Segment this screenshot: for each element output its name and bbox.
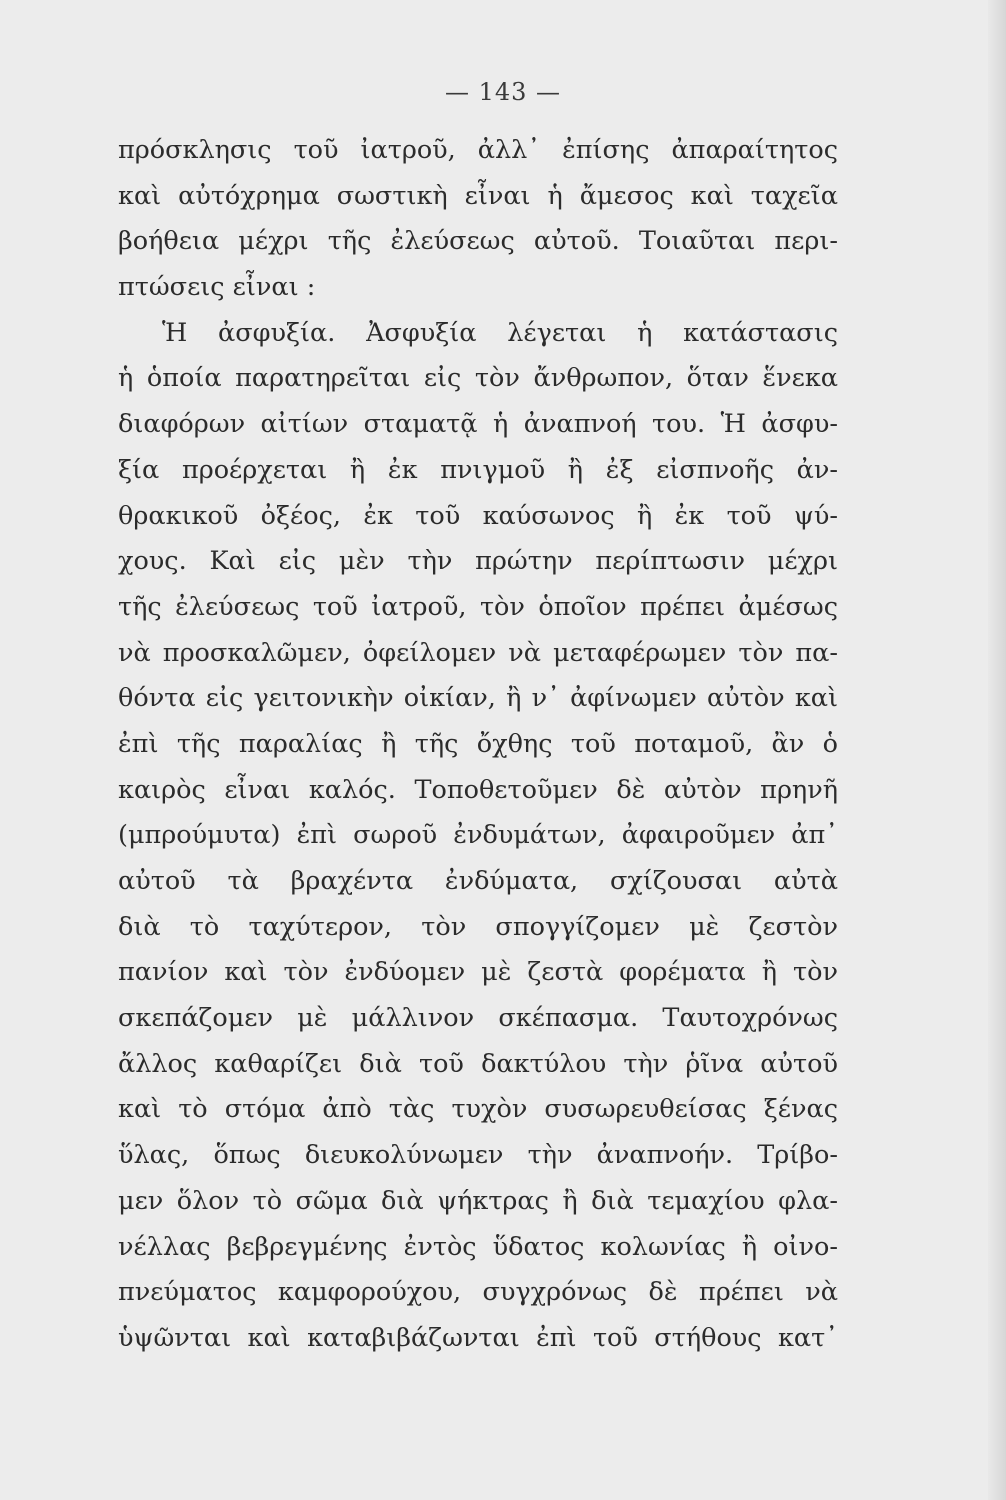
text-line: ἐπὶ τῆς παραλίας ἢ τῆς ὄχθης τοῦ ποταμοῦ, ἂν ὁ (118, 728, 838, 759)
page-number: — 143 — (444, 78, 562, 106)
page-edge-shadow (988, 0, 1006, 1500)
text-line: διὰ τὸ ταχύτερον, τὸν σπογγίζομεν μὲ ζεστὸν (118, 911, 838, 942)
text-line: πρόσκλησις τοῦ ἰατροῦ, ἀλλ᾽ ἐπίσης ἀπαραίτητος (118, 135, 838, 165)
text-line: ἄλλος καθαρίζει διὰ τοῦ δακτύλου τὴν ῥῖνα αὐτοῦ (118, 1048, 838, 1079)
text-line: (μπρούμυτα) ἐπὶ σωροῦ ἐνδυμάτων, ἀφαιροῦμεν ἀπ᾽ (118, 820, 838, 851)
text-line: ἡ ὁποία παρατηρεῖται εἰς τὸν ἄνθρωπον, ὅταν ἕνεκα (118, 363, 838, 394)
text-line: σκεπάζομεν μὲ μάλλινον σκέπασμα. Ταυτοχρόνως (118, 1003, 838, 1034)
text-line: ὕλας, ὅπως διευκολύνωμεν τὴν ἀναπνοήν. Τρίβο- (118, 1140, 838, 1171)
text-line: μεν ὅλον τὸ σῶμα διὰ ψήκτρας ἢ διὰ τεμαχίου φλα- (118, 1185, 838, 1216)
text-line: καὶ τὸ στόμα ἀπὸ τὰς τυχὸν συσωρευθείσας ξένας (118, 1094, 838, 1125)
text-line: Ἡ ἀσφυξία. Ἀσφυξία λέγεται ἡ κατάστασις (162, 317, 838, 348)
text-line: χους. Καὶ εἰς μὲν τὴν πρώτην περίπτωσιν μέχρι (118, 546, 838, 577)
text-line: διαφόρων αἰτίων σταματᾷ ἡ ἀναπνοή του. Ἡ ἀσφυ- (118, 409, 838, 440)
text-line: αὐτοῦ τὰ βραχέντα ἐνδύματα, σχίζουσαι αὐτὰ (118, 866, 838, 896)
text-line: ὑψῶνται καὶ καταβιβάζωνται ἐπὶ τοῦ στήθους κατ᾽ (118, 1322, 838, 1353)
text-line: θρακικοῦ ὀξέος, ἐκ τοῦ καύσωνος ἢ ἐκ τοῦ ψύ- (118, 500, 838, 531)
text-line: πτώσεις εἶναι : (118, 272, 316, 303)
text-line: πανίον καὶ τὸν ἐνδύομεν μὲ ζεστὰ φορέματα ἢ τὸν (118, 957, 838, 988)
text-line: καὶ αὐτόχρημα σωστικὴ εἶναι ἡ ἄμεσος καὶ ταχεῖα (118, 180, 838, 211)
text-line: καιρὸς εἶναι καλός. Τοποθετοῦμεν δὲ αὐτὸν πρηνῆ (118, 774, 838, 805)
text-line: πνεύματος καμφορούχου, συγχρόνως δὲ πρέπει νὰ (118, 1277, 838, 1308)
text-line: τῆς ἐλεύσεως τοῦ ἰατροῦ, τὸν ὁποῖον πρέπει ἀμέσως (118, 591, 838, 622)
text-line: νὰ προσκαλῶμεν, ὀφείλομεν νὰ μεταφέρωμεν τὸν πα- (118, 637, 838, 668)
text-line: θόντα εἰς γειτονικὴν οἰκίαν, ἢ ν᾽ ἀφίνωμεν αὐτὸν καὶ (118, 683, 838, 714)
text-line: νέλλας βεβρεγμένης ἐντὸς ὕδατος κολωνίας ἢ οἰνο- (118, 1231, 838, 1262)
text-line: βοήθεια μέχρι τῆς ἐλεύσεως αὐτοῦ. Τοιαῦται περι- (118, 226, 838, 257)
body-text (118, 128, 838, 1362)
text-line: ξία προέρχεται ἢ ἐκ πνιγμοῦ ἢ ἐξ εἰσπνοῆς ἀν- (118, 454, 838, 485)
